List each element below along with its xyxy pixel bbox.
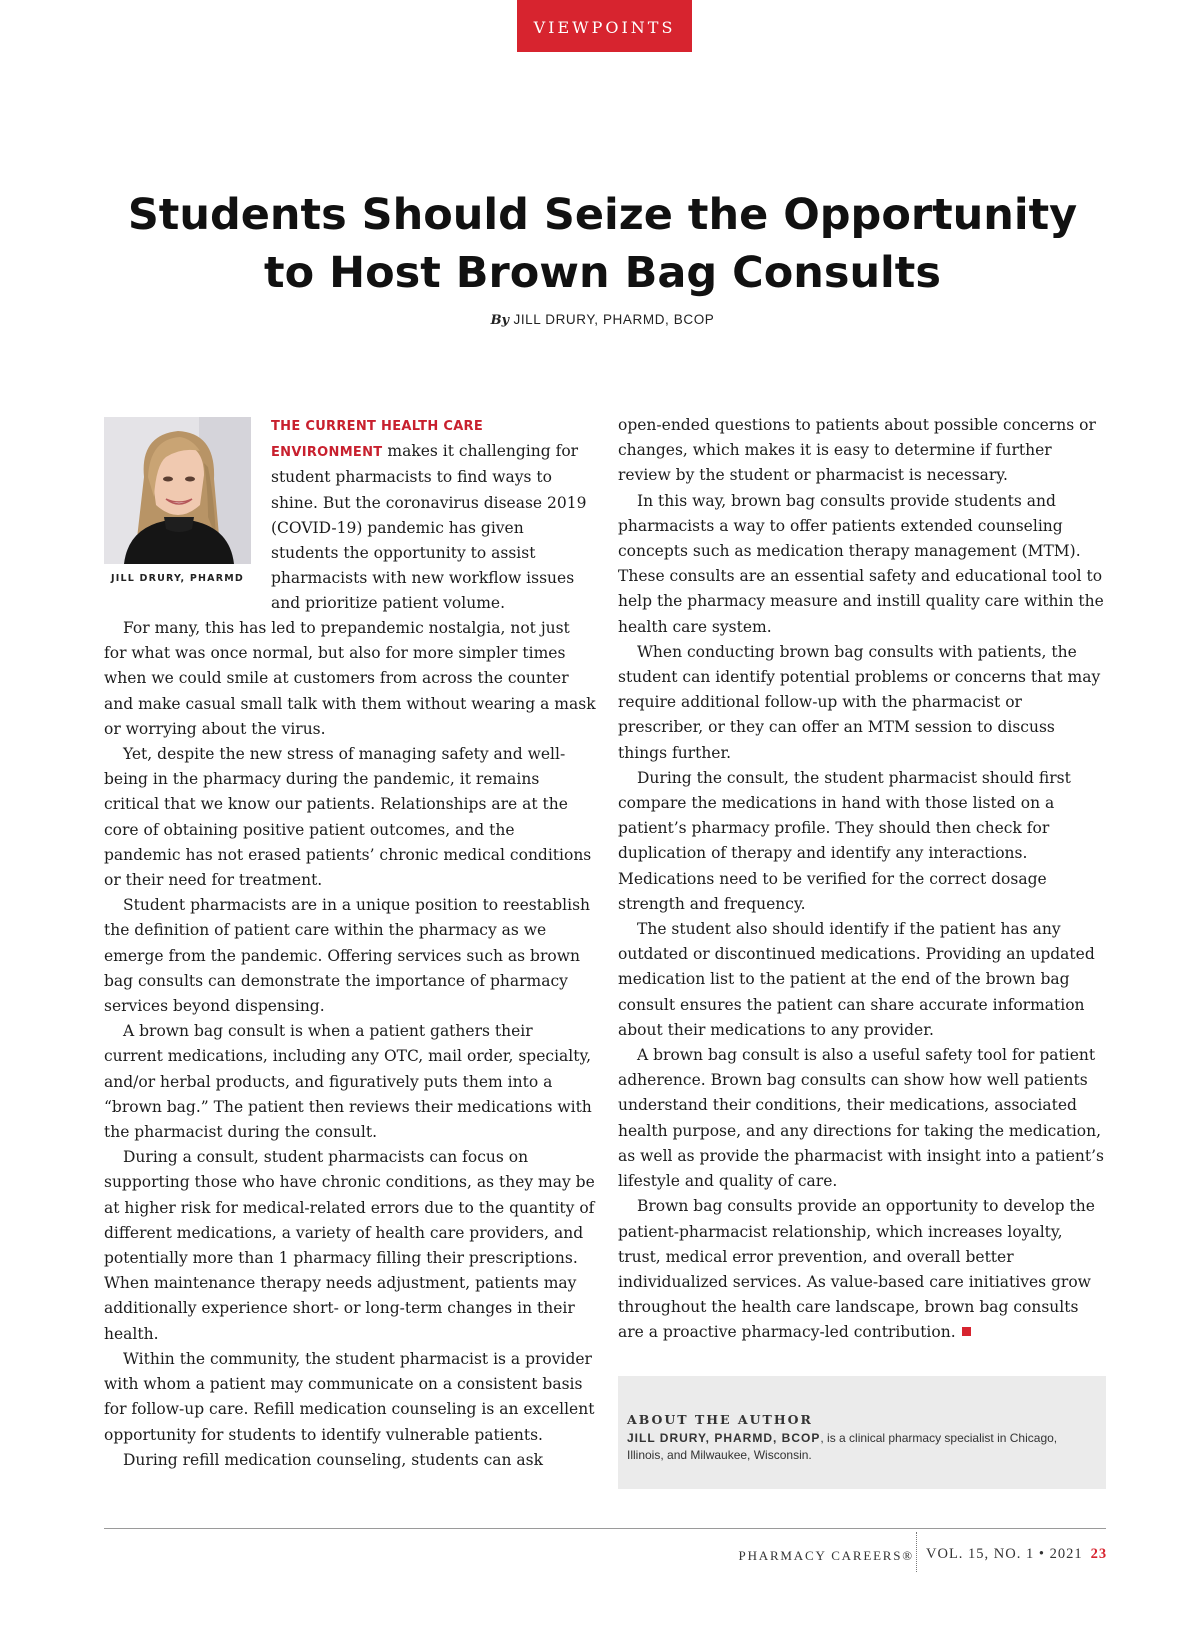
article-title-line-1: Students Should Seize the Opportunity — [127, 190, 1078, 240]
paragraph: Within the community, the student pharmacist is a provider with whom a patient may communicate on a consistent basis for follow-up care. Refill medication counseling is an excellent opportunity for students to identify vulnerable patients. — [104, 1349, 595, 1444]
final-paragraph-text: Brown bag consults provide an opportunity to develop the patient-pharmacist relationship, which increases loyalty, trust, medical error prevention, and overall better individualized services. As value-based care initiatives grow throughout the health care landscape, brown bag consults are a proactive pharmacy-led contribution. — [618, 1197, 1095, 1342]
about-author-name: JILL DRURY, PHARMD, BCOP — [627, 1431, 821, 1445]
paragraph: The student also should identify if the patient has any outdated or discontinued medications. Providing an updated medication list to the patient at the end of the brown bag consult ensures the patient can share accurate information about their medications to any provider. — [618, 920, 1095, 1039]
author-photo — [104, 417, 251, 564]
footer-publication: PHARMACY CAREERS® — [738, 1548, 914, 1563]
end-of-article-mark — [962, 1327, 971, 1336]
footer-divider-line — [104, 1528, 1106, 1529]
footer-issue: VOL. 15, NO. 1 • 2021 — [926, 1546, 1083, 1562]
footer-dotted-separator — [916, 1532, 917, 1572]
paragraph: A brown bag consult is when a patient gathers their current medications, including any OTC, mail order, specialty, and/or herbal products, and figuratively puts them into a “brown bag.” The patient then reviews their medications with the pharmacist during the consult. — [104, 1022, 592, 1142]
paragraph: In this way, brown bag consults provide students and pharmacists a way to offer patients extended counseling concepts such as medication therapy management (MTM). These consults are an essential safety and educational tool to help the pharmacy measure and instill quality care within the health care system. — [618, 491, 1104, 636]
final-paragraph — [618, 1194, 1105, 1345]
paragraph: During refill medication counseling, students can ask — [123, 1450, 544, 1469]
byline-prefix: By — [490, 313, 510, 328]
byline-author: JILL DRURY, PHARMD, BCOP — [513, 312, 715, 327]
paragraph: Student pharmacists are in a unique position to reestablish the definition of patient care within the pharmacy as we emerge from the pandemic. Offering services such as brown bag consults can demonstrate the importance of pharmacy services beyond dispensing. — [104, 896, 591, 1016]
article-title-line-2: to Host Brown Bag Consults — [264, 248, 941, 298]
left-column-intro — [271, 413, 596, 617]
footer-issue-info — [926, 1546, 1107, 1563]
author-portrait-illustration — [104, 417, 251, 564]
paragraph-continuation: open-ended questions to patients about possible concerns or changes, which makes it is easy to determine if further review by the student or pharmacist is necessary. — [618, 416, 1096, 485]
right-column — [618, 413, 1105, 1346]
about-author-bio: , is a clinical pharmacy specialist in Chicago, Illinois, and Milwaukee, Wisconsin. — [627, 1431, 1058, 1462]
paragraph: Yet, despite the new stress of managing safety and well-being in the pharmacy during the pandemic, it remains critical that we know our patients. Relationships are at the core of obtaining positive patient outcomes, and the pandemic has not erased patients’ chronic medical conditions or their need for treatment. — [104, 745, 592, 890]
about-the-author-heading: ABOUT THE AUTHOR — [627, 1412, 813, 1427]
article-title — [100, 186, 1105, 302]
about-the-author-box — [618, 1376, 1106, 1489]
left-column — [104, 616, 596, 1473]
page-number: 23 — [1090, 1546, 1108, 1562]
paragraph: For many, this has led to prepandemic nostalgia, not just for what was once normal, but also for more simpler times when we could smile at customers from across the counter and make casual small talk with them without wearing a mask or worrying about the virus. — [104, 619, 596, 738]
paragraph: When conducting brown bag consults with patients, the student can identify potential problems or concerns that may require additional follow-up with the pharmacist or prescriber, or they can offer an MTM session to discuss things further. — [618, 642, 1101, 762]
paragraph: During a consult, student pharmacists can focus on supporting those who have chronic conditions, as they may be at higher risk for medical-related errors due to the quantity of different medications, a variety of health care providers, and potentially more than 1 pharmacy filling their prescriptions. When maintenance therapy needs adjustment, patients may additionally experience short- or long-term changes in their health. — [104, 1148, 595, 1343]
section-tag-viewpoints: VIEWPOINTS — [517, 0, 692, 52]
byline — [100, 312, 1105, 328]
about-the-author-text — [627, 1430, 1097, 1464]
author-photo-caption: JILL DRURY, PHARMD — [111, 573, 244, 584]
paragraph: During the consult, the student pharmacist should first compare the medications in hand with those listed on a patient’s pharmacy profile. They should then check for duplication of therapy and identify any interactions. Medications need to be verified for the correct dosage strength and frequency. — [618, 768, 1071, 913]
lead-in-text: THE CURRENT HEALTH CARE ENVIRONMENT — [271, 419, 484, 461]
lead-paragraph-text: makes it challenging for student pharmacists to find ways to shine. But the coronavirus disease 2019 (COVID-19) pandemic has given students the opportunity to assist pharmacists with new workflow issues and prioritize patient volume. — [271, 442, 587, 613]
paragraph: A brown bag consult is also a useful safety tool for patient adherence. Brown bag consults can show how well patients understand their conditions, their medications, associated health purpose, and any directions for taking the medication, as well as provide the pharmacist with insight into a patient’s lifestyle and quality of care. — [618, 1046, 1104, 1191]
